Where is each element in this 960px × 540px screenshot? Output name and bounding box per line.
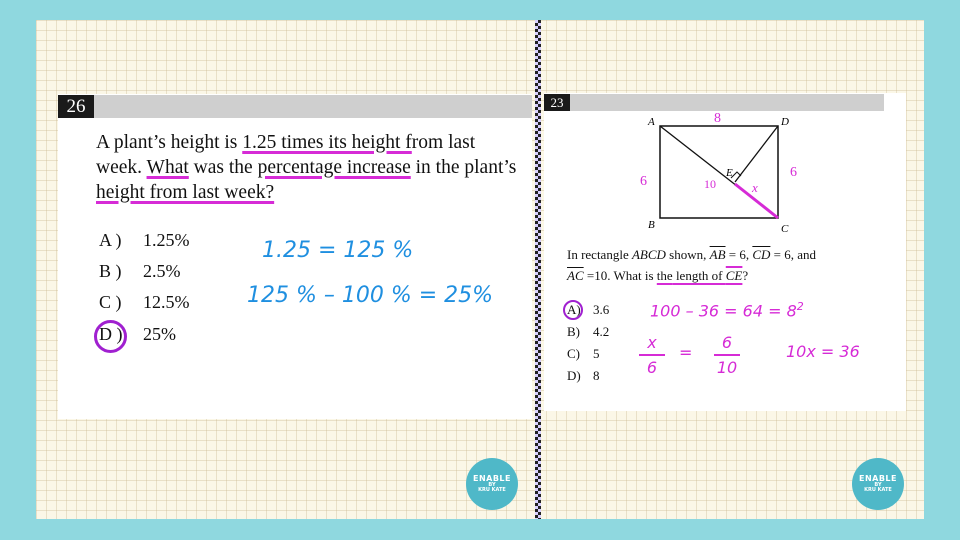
q23-highlight-length: length of [672, 268, 726, 283]
q26-highlight-times: 1.25 times its height f [242, 132, 412, 153]
answer-circle-mark [94, 320, 127, 353]
q23-text-part: shown, [665, 247, 710, 262]
q23-segment-ce: CE [725, 268, 743, 283]
q23-text-part: =10. What is [583, 268, 657, 283]
q23-text-abcd: ABCD [631, 247, 666, 262]
fraction-denominator: 6 [646, 358, 658, 377]
logo-line2: BY [488, 481, 496, 488]
fraction-denominator: 10 [716, 358, 738, 377]
label-d: D [781, 116, 789, 128]
logo-line1: ENABLE [858, 473, 897, 483]
answer-circle-mark [563, 300, 583, 320]
q26-highlight-height: height from last week? [96, 182, 275, 203]
q23-eq1-text: 100 – 36 = 64 = 8 [650, 301, 797, 321]
label-top-8: 8 [714, 111, 721, 126]
q23-fraction-x-over-6 [639, 333, 665, 377]
q23-choice-d[interactable] [567, 368, 600, 384]
choice-value: 4.2 [593, 324, 610, 339]
q23-highlight-the: the [656, 268, 673, 283]
logo-line1: ENABLE [472, 473, 511, 483]
q23-choice-b[interactable] [567, 324, 609, 340]
label-c: C [781, 223, 789, 235]
choice-value: 8 [593, 368, 600, 383]
enable-logo-right [852, 458, 904, 510]
choice-value: 12.5% [143, 292, 190, 312]
q23-handwriting-equals: = [679, 343, 693, 362]
fraction-bar [714, 354, 740, 356]
label-a: A [648, 116, 655, 128]
right-question-header-bar [544, 94, 884, 111]
logo-line3: KRU KATE [864, 487, 892, 494]
q26-handwriting-line1: 1.25 = 125 % [262, 238, 414, 263]
left-question-number: 26 [58, 95, 94, 118]
logo-line2: BY [874, 481, 882, 488]
choice-value: 1.25% [143, 230, 190, 250]
label-left-6: 6 [640, 174, 647, 189]
q26-text-part: in the plant’s [410, 157, 517, 178]
choice-letter: B) [567, 324, 580, 339]
q26-highlight-percentage: percentage increase [257, 157, 411, 178]
q23-handwriting-eq3: 10x = 36 [786, 342, 860, 361]
label-right-6: 6 [790, 165, 797, 180]
left-question-header-bar [58, 95, 532, 118]
choice-value: 5 [593, 346, 600, 361]
q23-text-part: = 6, [725, 247, 753, 262]
choice-letter: C ) [99, 292, 122, 312]
fraction-bar [639, 354, 665, 356]
q26-text-part: rom last week. [96, 132, 476, 178]
right-question-number: 23 [544, 94, 570, 111]
q26-choice-a[interactable] [99, 230, 190, 251]
choice-letter: A) [567, 302, 581, 317]
fraction-numerator: 6 [721, 333, 733, 352]
q23-choice-c[interactable] [567, 346, 600, 362]
choice-letter: D ) [99, 324, 123, 344]
q23-text-part: ? [742, 268, 749, 283]
label-ce-x: x [752, 180, 758, 195]
q23-fraction-6-over-10 [714, 333, 740, 377]
q26-handwriting-line2: 125 % – 100 % = 25% [247, 283, 494, 308]
left-question-text [96, 130, 526, 205]
label-e: E [726, 167, 733, 179]
q23-segment-ac: $\overline{AC}$ [567, 268, 584, 283]
q26-text-part: was the [188, 157, 258, 178]
choice-letter: C) [567, 346, 580, 361]
enable-logo-left [466, 458, 518, 510]
choice-letter: D) [567, 368, 581, 383]
logo-line3: KRU KATE [478, 487, 506, 494]
q23-handwriting-eq1 [650, 300, 804, 320]
q26-choice-b[interactable] [99, 261, 181, 282]
q26-text-part: A plant’s height is [96, 132, 243, 153]
rectangle-figure [600, 110, 830, 235]
page-divider [535, 20, 541, 519]
choice-letter: B ) [99, 261, 122, 281]
q23-text-part: = 6, and [770, 247, 817, 262]
label-ae-10: 10 [704, 177, 716, 191]
choice-value: 25% [143, 324, 176, 344]
q23-eq1-exponent: 2 [796, 300, 804, 313]
q23-segment-cd: $\overline{CD}$ [752, 247, 771, 262]
fraction-numerator: x [647, 333, 657, 352]
choice-value: 2.5% [143, 261, 181, 281]
choice-letter: A ) [99, 230, 122, 250]
q26-choice-c[interactable] [99, 292, 190, 313]
q23-text-part: In rectangle [567, 247, 632, 262]
choice-value: 3.6 [593, 302, 610, 317]
segment-de [735, 126, 778, 182]
label-b: B [648, 219, 655, 231]
right-question-text [567, 244, 897, 286]
q26-highlight-what: What [146, 157, 189, 178]
q23-segment-ab: $\overline{AB}$ [709, 247, 726, 262]
